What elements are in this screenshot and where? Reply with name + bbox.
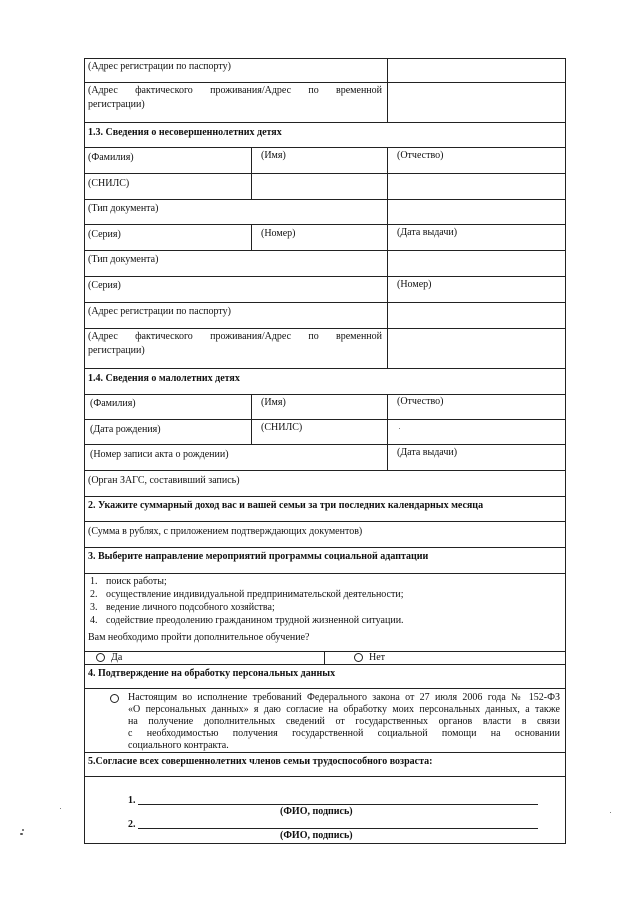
child-surname-field[interactable]: (Фамилия) bbox=[90, 398, 136, 409]
minor-series-field[interactable]: (Серия) bbox=[88, 229, 121, 240]
minor-address-actual-field[interactable]: (Адрес фактического проживания/Адрес по временной bbox=[88, 331, 382, 342]
list-item[interactable]: 4. содействие преодолению гражданином трудной жизненной ситуации. bbox=[90, 615, 404, 626]
scan-speck bbox=[20, 833, 23, 835]
child-patronymic-field[interactable]: (Отчество) bbox=[397, 396, 444, 407]
signature-2-number: 2. bbox=[128, 819, 136, 830]
minor-address-actual-field-cont: регистрации) bbox=[88, 345, 145, 356]
section-5-title: 5.Согласие всех совершеннолетних членов семьи трудоспособного возраста: bbox=[88, 756, 433, 767]
minor-issue-date-field[interactable]: (Дата выдачи) bbox=[397, 227, 458, 238]
extra-training-question: Вам необходимо пройти дополнительное обучение? bbox=[88, 632, 310, 643]
income-sum-field[interactable]: (Сумма в рублях, с приложением подтверждающих документов) bbox=[88, 526, 363, 537]
list-item[interactable]: 1. поиск работы; bbox=[90, 576, 167, 587]
signature-1-line[interactable] bbox=[138, 804, 538, 805]
consent-text-line: с необходимостью получения государственной социальной помощи на основании bbox=[128, 728, 560, 739]
consent-text-line: на получение дополнительных сведений от государственных органов власти в связи bbox=[128, 716, 560, 727]
radio-circle-icon[interactable] bbox=[96, 653, 105, 662]
minor-series2-field[interactable]: (Серия) bbox=[88, 280, 121, 291]
consent-text-line: социального контракта. bbox=[128, 740, 229, 751]
consent-text-line: «О персональных данных» я даю согласие на обработку моих персональных данных, а также bbox=[128, 704, 560, 715]
child-name-field[interactable]: (Имя) bbox=[261, 397, 286, 408]
minor-patronymic-field[interactable]: (Отчество) bbox=[397, 150, 444, 161]
signature-1-caption: (ФИО, подпись) bbox=[280, 806, 353, 817]
list-item[interactable]: 2. осуществление индивидуальной предпринимательской деятельности; bbox=[90, 589, 404, 600]
option-yes[interactable]: Да bbox=[96, 652, 122, 664]
signature-1-number: 1. bbox=[128, 795, 136, 806]
address-registration-label: (Адрес регистрации по паспорту) bbox=[88, 61, 231, 72]
scan-speck bbox=[610, 812, 611, 813]
minor-doc-type-field[interactable]: (Тип документа) bbox=[88, 203, 159, 214]
child-issue-date-field[interactable]: (Дата выдачи) bbox=[397, 447, 458, 458]
scan-speck bbox=[22, 829, 24, 831]
child-birth-record-field[interactable]: (Номер записи акта о рождении) bbox=[90, 449, 229, 460]
scan-speck bbox=[399, 428, 400, 429]
application-form-page bbox=[84, 58, 566, 844]
list-item[interactable]: 3. ведение личного подсобного хозяйства; bbox=[90, 602, 275, 613]
section-1-3-title: 1.3. Сведения о несовершеннолетних детях bbox=[88, 127, 282, 138]
section-4-title: 4. Подтверждение на обработку персональных данных bbox=[88, 668, 336, 679]
zags-field[interactable]: (Орган ЗАГС, составивший запись) bbox=[88, 475, 240, 486]
section-2-title: 2. Укажите суммарный доход вас и вашей семьи за три последних календарных месяца bbox=[88, 500, 484, 511]
radio-circle-icon[interactable] bbox=[354, 653, 363, 662]
signature-2-caption: (ФИО, подпись) bbox=[280, 830, 353, 841]
address-actual-label-cont: регистрации) bbox=[88, 99, 145, 110]
minor-snils-field[interactable]: (СНИЛС) bbox=[88, 178, 130, 189]
scan-speck bbox=[60, 808, 61, 809]
minor-name-field[interactable]: (Имя) bbox=[261, 150, 286, 161]
minor-surname-field[interactable]: (Фамилия) bbox=[88, 152, 134, 163]
minor-doc-type2-field[interactable]: (Тип документа) bbox=[88, 254, 159, 265]
minor-number2-field[interactable]: (Номер) bbox=[397, 279, 432, 290]
minor-address-registration-field[interactable]: (Адрес регистрации по паспорту) bbox=[88, 306, 231, 317]
consent-text-line: Настоящим во исполнение требований Федерального закона от 27 июля 2006 года № 152-ФЗ bbox=[128, 692, 560, 703]
option-no[interactable]: Нет bbox=[354, 652, 385, 664]
child-birth-date-field[interactable]: (Дата рождения) bbox=[90, 424, 161, 435]
address-actual-label: (Адрес фактического проживания/Адрес по временной bbox=[88, 85, 382, 96]
child-snils-field[interactable]: (СНИЛС) bbox=[261, 422, 303, 433]
section-3-title: 3. Выберите направление мероприятий программы социальной адаптации bbox=[88, 551, 429, 562]
consent-radio-icon[interactable] bbox=[110, 694, 119, 703]
signature-2-line[interactable] bbox=[138, 828, 538, 829]
minor-number-field[interactable]: (Номер) bbox=[261, 228, 296, 239]
section-1-4-title: 1.4. Сведения о малолетних детях bbox=[88, 373, 240, 384]
